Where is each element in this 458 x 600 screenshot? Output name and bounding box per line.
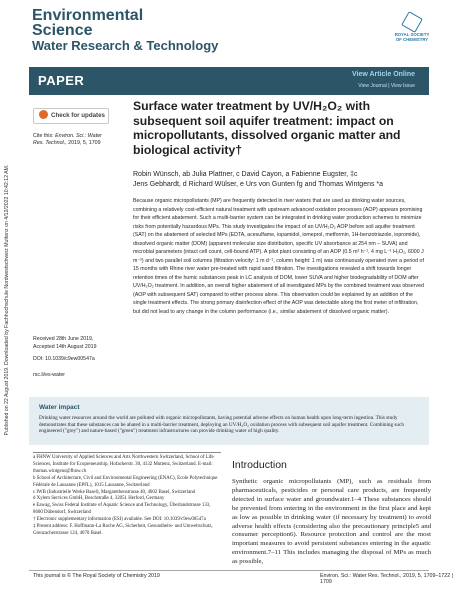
doi[interactable]: DOI: 10.1039/c9ew00547a xyxy=(33,356,95,362)
journal-issue-links[interactable]: View Journal | View Issue xyxy=(358,83,415,89)
present-address-note: ‡ Present address: F. Hoffmann-La Roche AG, Sicherheit, Gesundheits- und Umweltschutz, Grenzacherstrasse 124, 4070 Basel. xyxy=(33,524,213,536)
water-impact-heading: Water impact xyxy=(39,404,80,411)
introduction-heading: Introduction xyxy=(232,459,287,471)
check-for-updates-label: Check for updates xyxy=(51,112,105,119)
article-type-banner xyxy=(29,67,429,95)
citation xyxy=(33,133,111,147)
citation-journal: Environ. Sci.: Water Res. Technol., xyxy=(33,133,102,146)
journal-title-line2: Science xyxy=(32,22,93,39)
journal-title-line1: Environmental xyxy=(32,7,144,24)
citation-ref: 2019, 5, 1709 xyxy=(68,140,101,146)
download-note xyxy=(0,0,14,600)
affiliation-item: d Xylem Services GmbH, Boschstraße 4, 32051 Herford, Germany xyxy=(33,496,165,502)
publisher-logo xyxy=(390,14,434,48)
article-dates xyxy=(33,335,123,351)
affiliation-item: b School of Architecture, Civil and Environmental Engineering (ENAC), Ecole Polytechnique Fédérale de Lausanne (EPFL), 1015 Lausanne, Switzerland xyxy=(33,475,218,488)
water-impact-box xyxy=(29,397,429,445)
journal-website-link[interactable]: rsc.li/es-water xyxy=(33,372,65,378)
affiliation-item: a FHNW University of Applied Sciences and Arts Northwestern Switzerland, School of Life Sciences, Institute for Ecopreneurship, Hofackerstr. 30, 4132 Muttenz, Switzerland. E-mail: thomas.wintgens@fhnw.ch xyxy=(33,455,214,474)
check-for-updates-button[interactable] xyxy=(33,108,109,124)
footer-citation: Environ. Sci.: Water Res. Technol., 2019, 5, 1709–1722 | 1709 xyxy=(320,573,453,585)
affiliations-divider xyxy=(33,452,221,453)
hexagon-icon xyxy=(401,11,423,33)
article-type: PAPER xyxy=(38,73,85,88)
download-note-text: Published on 22 August 2019. Downloaded by Fachhochschule Nordwestschweiz Muttenz on 4/12/2022 10:42:12 AM. xyxy=(4,164,10,436)
affiliation-item: e Eawag, Swiss Federal Institute of Aquatic Science and Technology, Überlandstrasse 133, 8600 Dübendorf, Switzerland xyxy=(33,503,211,516)
affiliations xyxy=(33,452,221,538)
publisher-logo-line1: ROYAL SOCIETY xyxy=(394,32,430,37)
footer-copyright: This journal is © The Royal Society of Chemistry 2019 xyxy=(33,573,160,579)
article-title: Surface water treatment by UV/H₂O₂ with subsequent soil aquifer treatment: impact on micropollutants, dissolved organic matter and biological activity† xyxy=(133,99,401,157)
view-online-link[interactable]: View Article Online xyxy=(351,71,415,78)
crossmark-icon xyxy=(39,110,48,119)
author-list xyxy=(133,170,433,190)
citation-label: Cite this: xyxy=(33,133,54,139)
introduction-text: Synthetic organic micropollutants (MP), such as residuals from pharmaceuticals, pesticides or personal care products, are frequently detected in surface water and groundwater.1–4 These substances should be prevented from entering in the environment in the first place and kept as low as possible in drinking water (if necessary by treatment) to avoid adverse health effects (considering also the precautionary principle5 and consumer perception6). Resource protection and control are the most important measures to avoid persistent substances entering in the aquatic environment.7–11 This includes managing the disposal of MPs as much as possible, xyxy=(232,478,431,566)
authors-line1: Robin Wünsch, ab Julia Plattner, c David Cayon, a Fabienne Eugster, ‡c xyxy=(133,171,358,178)
journal-title xyxy=(32,8,218,54)
water-impact-text: Drinking water resources around the world are polluted with organic micropollutants, having potential adverse effects on human health upon long-term ingestion. This study demonstrates that these substances can be abated in a multi-barrier treatment, deploying an UV/H₂O₂ oxidation process with subsequent soil aquifer treatment. Combining such engineered ("grey") and nature-based ("green") treatment infrastructures can provide drinking water of high quality. xyxy=(39,415,404,435)
accepted-date: Accepted 14th August 2019 xyxy=(33,344,97,350)
received-date: Received 28th June 2019, xyxy=(33,336,94,342)
authors-line2: Jens Gebhardt, d Richard Wülser, e Urs von Gunten fg and Thomas Wintgens *a xyxy=(133,181,384,188)
journal-subtitle: Water Research & Technology xyxy=(32,38,219,53)
footer-divider xyxy=(29,570,429,571)
abstract: Because organic micropollutants (MP) are frequently detected in river waters that are used as drinking water sources, combining a relatively cost-efficient natural treatment with upstream advanced oxidation processes (AOP) appears promising for their efficient abatement. Such a multi-barrier system can be integrated in drinking water production schemes to minimize risks from potentially hazardous MPs. This study investigates the impact of an UV/H₂O₂ AOP before soil aquifer treatment (SAT) on the abatement of selected MPs (EDTA, acesulfame, iopamidol, iomeprol, metformin, 1H-benzotriazole, iopromide), dissolved organic matter (DOM) (apparent molecular size distribution, specific UV absorbance at 254 nm – SUVA) and microbial parameters (intact cell count, cell-bound ATP). A pilot plant consisting of an AOP (0.5 m³ h⁻¹, 4 mg L⁻¹ H₂O₂, 6000 J m⁻²) and two parallel soil columns (filtration velocity: 1 m d⁻¹, column height: 1 m) was continuously operated over a period of 15 months with Rhine river water pre-treated with rapid sand filtration. The investigations revealed a shift towards longer retention times of the humic substances peak in LC analysis of DOM, lower SUVA and higher biodegradability of DOM after UV/H₂O₂ treatment. In addition, an overall higher abatement of all investigated MPs by the combined treatment was observed (AOP with subsequent SAT) compared to either process alone. This observation could be explained by an addition of the single treatment effects. The strong primary disinfection effect of the AOP was detectable along the first meter of infiltration, but did not lead to any change in the column performance (i.e., similar abatement of dissolved organic matter). xyxy=(133,198,424,315)
esi-note: † Electronic supplementary information (ESI) available. See DOI: 10.1039/c9ew00547a xyxy=(33,517,206,523)
affiliation-item: c IWB (Industrielle Werke Basel), Margarethenstrasse 40, 4002 Basel, Switzerland xyxy=(33,489,196,495)
publisher-logo-line2: OF CHEMISTRY xyxy=(395,37,429,42)
